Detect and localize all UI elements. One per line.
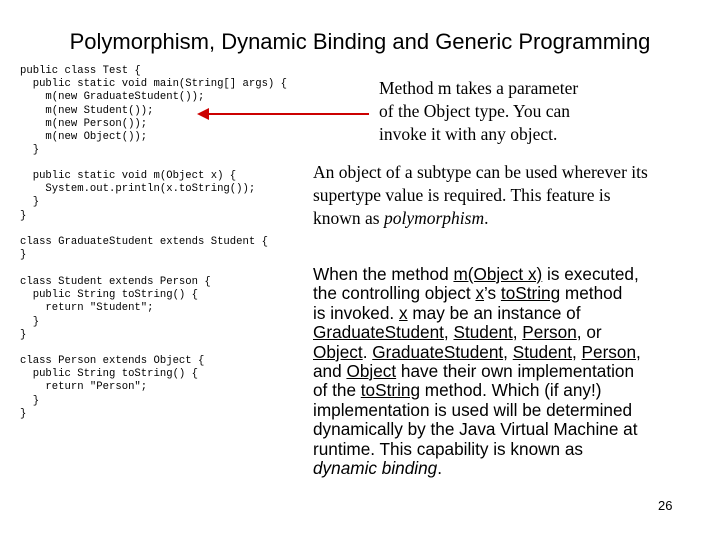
code-ref: toString [360, 380, 421, 401]
text-run: of the [313, 380, 361, 401]
note-text: . [484, 208, 489, 228]
text-run: have their own implementation [396, 361, 635, 382]
code-ref: Student [453, 322, 513, 343]
text-run: and [313, 361, 347, 382]
text-line [313, 362, 713, 381]
text-run: , [636, 341, 641, 362]
text-line [313, 343, 713, 362]
text-line: runtime. This capability is known as [313, 438, 584, 459]
code-ref: Person [581, 341, 637, 362]
method-signature: m(Object x) [453, 264, 543, 284]
note-line: supertype value is required. This feature is [313, 185, 611, 205]
text-run: method. Which (if any!) [420, 380, 602, 401]
text-run: ’s [484, 283, 501, 304]
text-line [313, 265, 713, 284]
code-ref: GraduateStudent [313, 322, 444, 343]
code-person-class: class Person extends Object { public String toString() { return "Person"; } } [20, 355, 205, 420]
page-number: 26 [658, 498, 673, 513]
text-run: , [571, 341, 582, 362]
note-line: Method m takes a parameter [379, 78, 579, 98]
note-method-parameter [379, 77, 699, 146]
text-line [313, 323, 713, 342]
text-line [313, 381, 713, 400]
text-line: implementation is used will be determined [313, 399, 633, 420]
code-ref: toString [500, 283, 561, 304]
text-run: is invoked. [313, 302, 399, 323]
code-ref: GraduateStudent [372, 341, 504, 362]
note-line: invoke it with any object. [379, 124, 558, 144]
text-line: dynamically by the Java Virtual Machine at [313, 419, 638, 440]
note-dynamic-binding [313, 265, 713, 478]
polymorphism-term: polymorphism [383, 208, 485, 228]
slide-title: Polymorphism, Dynamic Binding and Generic Programming [69, 29, 651, 54]
note-polymorphism [313, 161, 720, 230]
code-test-class: public class Test { public static void main(String[] args) { m(new GraduateStudent()); m(new Student()); m(new Person()); m(new Object()); } [20, 65, 288, 157]
text-line [313, 284, 713, 303]
code-ref: x [475, 283, 485, 304]
code-ref: Student [512, 341, 572, 362]
code-ref: Object [313, 341, 363, 362]
text-line [313, 304, 713, 323]
code-graduate-student-class: class GraduateStudent extends Student { } [20, 236, 268, 262]
note-line [313, 207, 720, 230]
text-run: , [512, 322, 523, 343]
text-run: . [437, 458, 442, 479]
text-run: , or [576, 322, 602, 343]
text-run: the controlling object [313, 283, 476, 304]
text-run: method [560, 283, 623, 304]
code-student-class: class Student extends Person { public String toString() { return "Student"; } } [20, 276, 211, 341]
dynamic-binding-term: dynamic binding [313, 458, 438, 479]
arrow-left-icon [195, 104, 370, 124]
note-text: known as [313, 208, 384, 228]
code-m-method: public static void m(Object x) { System.out.println(x.toString()); } } [20, 170, 256, 222]
text-run: is executed, [542, 264, 639, 284]
text-line [313, 459, 713, 478]
text-run: When the method [313, 264, 454, 284]
note-line: of the Object type. You can [379, 101, 571, 121]
text-run: . [362, 341, 373, 362]
text-run: , [443, 322, 454, 343]
code-ref: x [398, 302, 408, 323]
text-run: may be an instance of [407, 302, 581, 323]
code-ref: Person [522, 322, 577, 343]
text-run: , [503, 341, 513, 362]
note-line: An object of a subtype can be used wherever its [313, 162, 648, 182]
code-ref: Object [346, 361, 397, 382]
